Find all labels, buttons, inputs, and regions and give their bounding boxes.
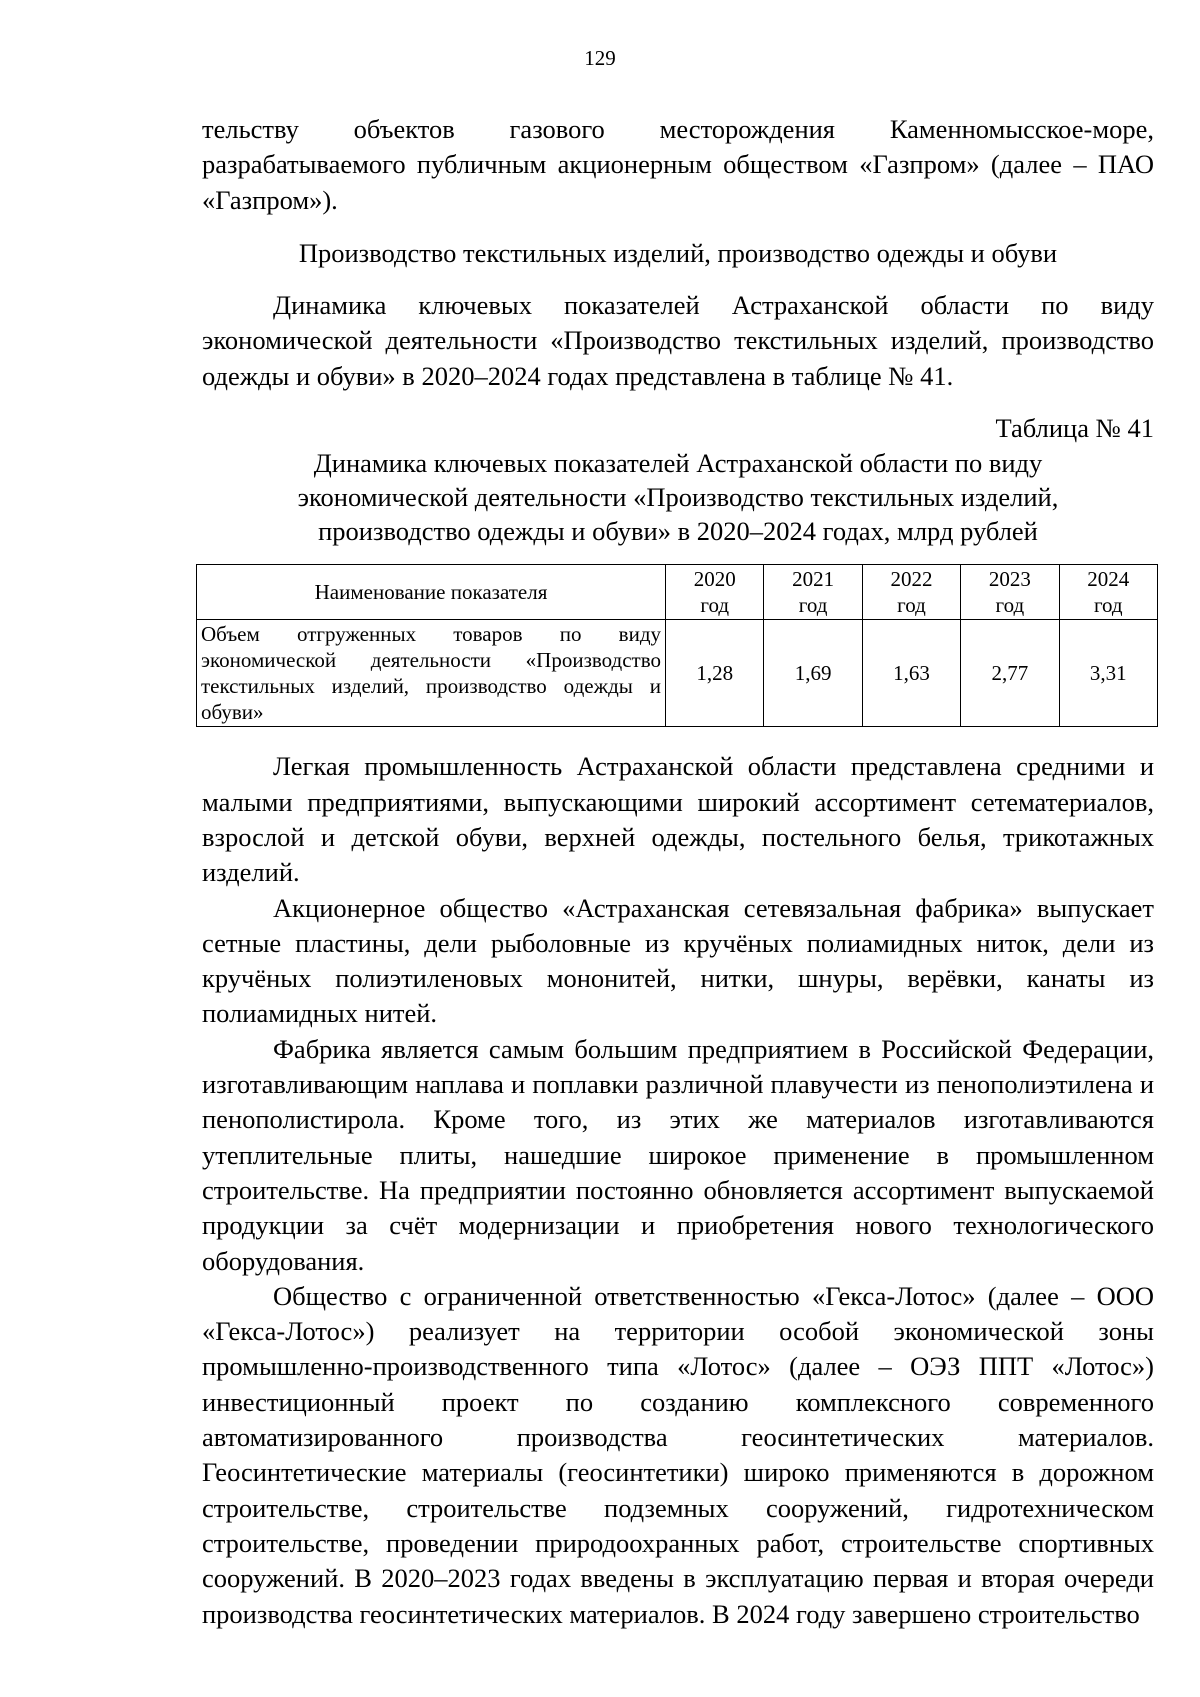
value-cell-2022: 1,63 xyxy=(862,620,960,727)
section-heading: Производство текстильных изделий, производство одежды и обуви xyxy=(298,237,1058,268)
body-paragraph: Фабрика является самым большим предприятием в Российской Федерации, изготавливающим наплава и поплавки различной плавучести из пенополиэтилена и пенополистирола. Кроме того, из этих же материалов изготавливаются утеплительные плиты, нашедшие широкое применение в промышленном строительстве. На предприятии постоянно обновляется ассортимент выпускаемой продукции за счёт модернизации и приобретения нового технологического оборудования. xyxy=(202,1033,1154,1276)
body-paragraph: Общество с ограниченной ответственностью «Гекса-Лотос» (далее – ООО «Гекса-Лотос») реализует на территории особой экономической зоны промышленно-производственного типа «Лотос» (далее – ОЭЗ ППТ «Лотос») инвестиционный проект по созданию комплексного современного автоматизированного производства геосинтетических материалов. Геосинтетические материалы (геосинтетики) широко применяются в дорожном строительстве, строительстве подземных сооружений, гидротехническом строительстве, проведении природоохранных работ, строительстве спортивных сооружений. В 2020–2023 годах введены в эксплуатацию первая и вторая очереди производства геосинтетических материалов. В 2024 году завершено строительство xyxy=(202,1280,1154,1629)
intro-paragraph: Динамика ключевых показателей Астраханской области по виду экономической деятельности «Производство текстильных изделий, производство одежды и обуви» в 2020–2024 годах представлена в таблице № 41. xyxy=(202,290,1154,391)
header-year: 2022 xyxy=(890,567,933,592)
value-cell-2024: 3,31 xyxy=(1059,620,1157,727)
indicators-table xyxy=(196,564,1158,727)
body-paragraph: Легкая промышленность Астраханской области представлена средними и малыми предприятиями, выпускающими широкий ассортимент сетематериалов, взрослой и детской обуви, верхней одежды, постельного белья, трикотажных изделий. xyxy=(202,751,1154,888)
header-year-2023 xyxy=(961,565,1059,620)
header-year: 2023 xyxy=(988,567,1031,592)
table-row xyxy=(197,620,1158,727)
header-year-2024 xyxy=(1059,565,1157,620)
body-paragraph: тельству объектов газового месторождения Каменномысское-море, разрабатываемого публичным акционерным обществом «Газпром» (далее – ПАО «Газпром»). xyxy=(202,114,1154,215)
header-year: 2024 xyxy=(1087,567,1130,592)
body-paragraph: Акционерное общество «Астраханская сетевязальная фабрика» выпускает сетные пластины, дели рыболовные из кручёных полиамидных ниток, дели из кручёных полиэтиленовых мононитей, нитки, шнуры, верёвки, канаты из полиамидных нитей. xyxy=(202,892,1154,1029)
header-year-2022 xyxy=(862,565,960,620)
header-indicator-name: Наименование показателя xyxy=(197,565,666,620)
header-year-2020 xyxy=(666,565,764,620)
table-label: Таблица № 41 xyxy=(995,413,1154,444)
document-body xyxy=(202,112,1154,1632)
header-year: 2020 xyxy=(693,567,736,592)
table-title: Динамика ключевых показателей Астраханской области по виду экономической деятельности «Производство текстильных изделий, производство одежды и обуви» в 2020–2024 годах, млрд рублей xyxy=(297,448,1059,547)
value-cell-2020: 1,28 xyxy=(666,620,764,727)
header-year-unit: год xyxy=(798,593,828,618)
header-year-2021 xyxy=(764,565,862,620)
header-year-unit: год xyxy=(995,593,1025,618)
value-cell-2021: 1,69 xyxy=(764,620,862,727)
header-year-unit: год xyxy=(1093,593,1123,618)
table-header-row xyxy=(197,565,1158,620)
value-cell-2023: 2,77 xyxy=(961,620,1059,727)
page-number: 129 xyxy=(584,46,616,70)
header-year-unit: год xyxy=(700,593,730,618)
header-year-unit: год xyxy=(897,593,926,618)
indicator-name-cell: Объем отгруженных товаров по виду экономической деятельности «Производство текстильных изделий, производство одежды и обуви» xyxy=(197,620,666,727)
header-year: 2021 xyxy=(792,567,835,592)
